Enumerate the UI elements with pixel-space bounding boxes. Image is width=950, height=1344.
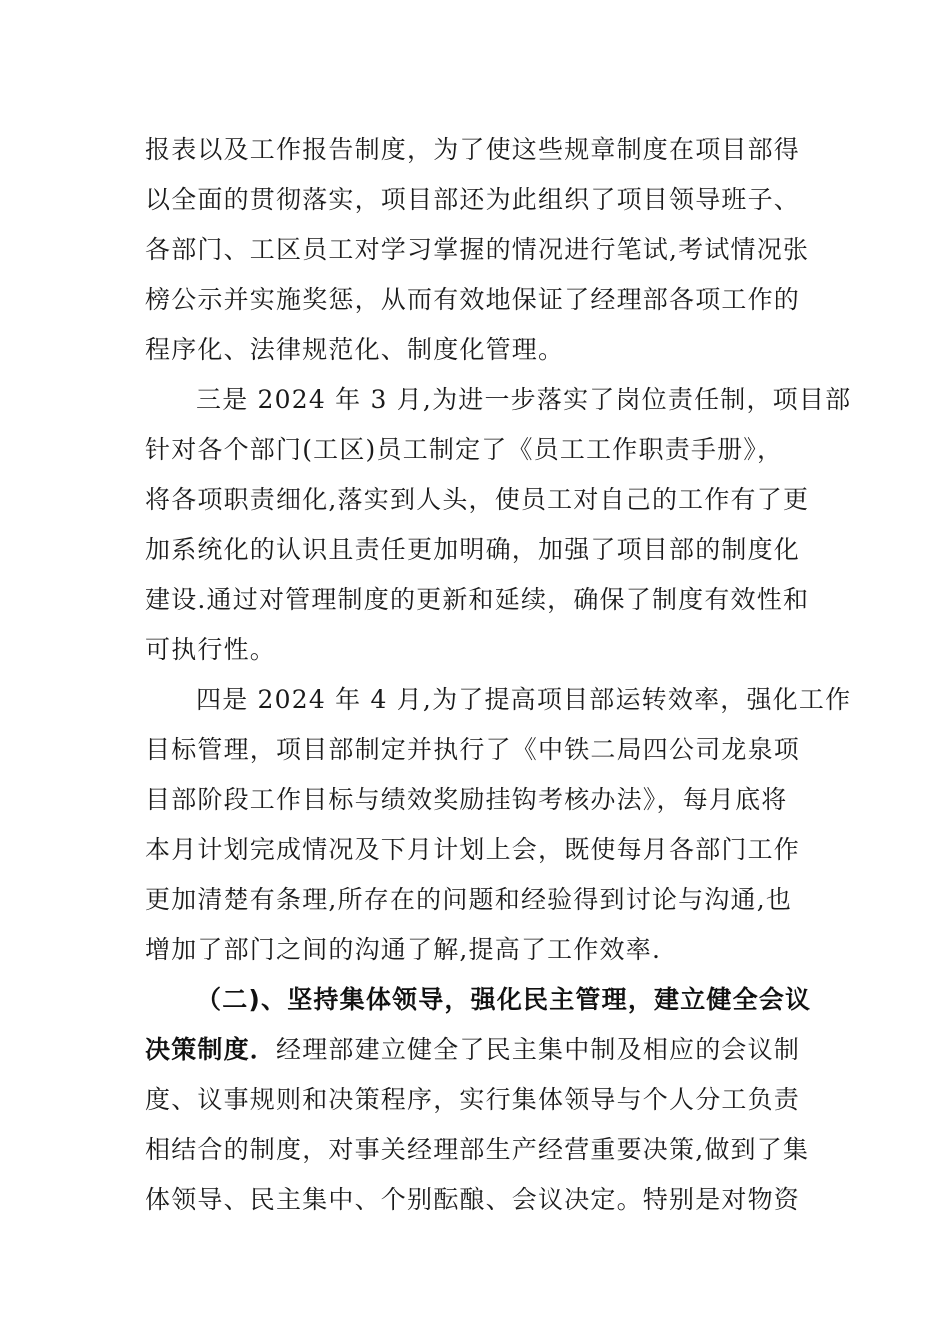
text-line: 报表以及工作报告制度，为了使这些规章制度在项目部得 bbox=[145, 135, 801, 164]
text-line: 将各项职责细化,落实到人头，使员工对自己的工作有了更 bbox=[145, 485, 810, 514]
text-line: 更加清楚有条理,所存在的问题和经验得到讨论与沟通,也 bbox=[145, 885, 793, 914]
text-line: 程序化、法律规范化、制度化管理。 bbox=[145, 335, 565, 364]
text-line: 体领导、民主集中、个别酝酿、会议决定。特别是对物资 bbox=[145, 1185, 801, 1214]
text-line: 目标管理，项目部制定并执行了《中铁二局四公司龙泉项 bbox=[145, 735, 801, 764]
section-heading-end: 决策制度． bbox=[145, 1035, 277, 1064]
text-line: 各部门、工区员工对学习掌握的情况进行笔试,考试情况张 bbox=[145, 235, 810, 264]
text-line: 可执行性。 bbox=[145, 635, 277, 664]
text-line: 本月计划完成情况及下月计划上会，既使每月各部门工作 bbox=[145, 835, 801, 864]
text-line: 目部阶段工作目标与绩效奖励挂钩考核办法》，每月底将 bbox=[145, 785, 788, 814]
section-heading: （二)、坚持集体领导，强化民主管理，建立健全会议 bbox=[196, 985, 812, 1014]
text-line: 度、议事规则和决策程序，实行集体领导与个人分工负责 bbox=[145, 1085, 801, 1114]
paragraph-start-line: 三是 2024 年 3 月,为进一步落实了岗位责任制，项目部 bbox=[196, 385, 852, 414]
text-line: 相结合的制度，对事关经理部生产经营重要决策,做到了集 bbox=[145, 1135, 810, 1164]
text-line: 增加了部门之间的沟通了解,提高了工作效率. bbox=[145, 935, 662, 964]
text-segment: 经理部建立健全了民主集中制及相应的会议制 bbox=[276, 1035, 801, 1064]
text-line bbox=[145, 1034, 800, 1066]
text-line: 建设.通过对管理制度的更新和延续，确保了制度有效性和 bbox=[145, 585, 810, 614]
text-line: 加系统化的认识且责任更加明确，加强了项目部的制度化 bbox=[145, 535, 801, 564]
text-line: 针对各个部门(工区)员工制定了《员工工作职责手册》， bbox=[145, 435, 784, 464]
text-line: 以全面的贯彻落实，项目部还为此组织了项目领导班子、 bbox=[145, 185, 801, 214]
text-line: 榜公示并实施奖惩，从而有效地保证了经理部各项工作的 bbox=[145, 285, 801, 314]
paragraph-start-line: 四是 2024 年 4 月,为了提高项目部运转效率，强化工作 bbox=[196, 685, 852, 714]
